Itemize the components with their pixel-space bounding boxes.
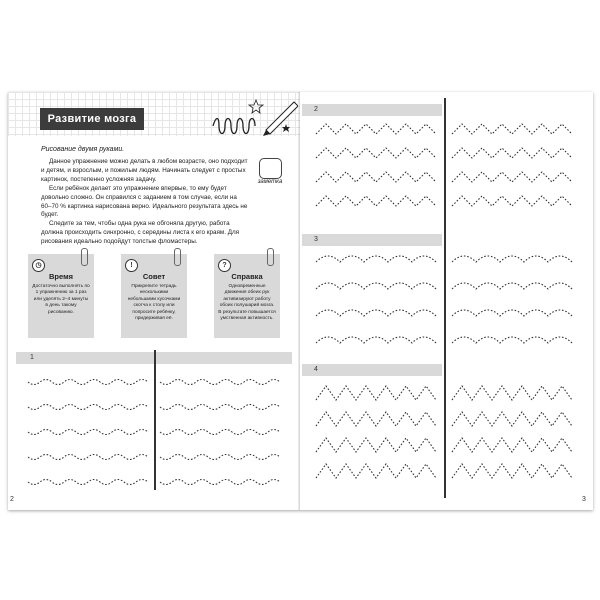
note-checkbox[interactable]	[259, 158, 282, 179]
card-time	[28, 254, 94, 338]
trace-line	[316, 124, 436, 134]
trace-line	[316, 172, 436, 182]
trace-line	[452, 196, 572, 206]
section-number: 1	[30, 354, 34, 361]
clock-icon: ◷	[32, 259, 45, 272]
card-tip	[121, 254, 187, 338]
exclamation-icon: !	[125, 259, 138, 272]
zigzag-tracing-right[interactable]	[452, 120, 572, 220]
card-title: Справка	[231, 272, 263, 281]
trace-line	[160, 480, 280, 485]
note-label: заметка	[257, 179, 283, 185]
trace-line	[452, 148, 572, 158]
trace-line	[28, 430, 148, 435]
section-number: 3	[314, 236, 318, 243]
trace-line	[452, 412, 572, 426]
trace-line	[316, 337, 436, 343]
paragraph: Данное упражнение можно делать в любом возрасте, оно подходит и детям, и взрослым, и пожилым людям. Начинать следует с простых картинок, постепенно усложняя задачу.	[41, 158, 248, 183]
card-text: Одновременные движения обеих рук активизируют работу обоих полушарий мозга. В результате повышается умственная активность.	[218, 284, 276, 322]
paperclip-icon	[174, 248, 181, 266]
page-divider	[154, 350, 156, 490]
right-page	[300, 92, 593, 510]
card-text: Прикрепите тетрадь несколькими небольшими кусочками скотча к столу или попросите ребёнку, придерживая её.	[127, 284, 181, 322]
trace-line	[28, 405, 148, 410]
trace-line	[316, 310, 436, 316]
trace-line	[452, 124, 572, 134]
trace-line	[316, 148, 436, 158]
paragraph: Следите за тем, чтобы одна рука не обгоняла другую, работа должна происходить синхронно, с середины листа к его краям. Для рисования идеально подойдут толстые фломастеры.	[41, 220, 240, 246]
page-number: 3	[582, 496, 586, 503]
section-bar-3	[302, 234, 442, 246]
card-text: Достаточно выполнять по 1 упражнению за 1 раз или уделять 2–4 минуты в день такому рисованию.	[32, 284, 90, 315]
trace-line	[452, 256, 572, 262]
trace-line	[316, 256, 436, 262]
page-divider	[444, 98, 446, 498]
trace-line	[28, 455, 148, 460]
trace-line	[316, 464, 436, 478]
card-title: Время	[49, 272, 73, 281]
section-bar-2	[302, 104, 442, 116]
card-title: Совет	[142, 272, 166, 281]
trace-line	[316, 386, 436, 400]
trace-line	[452, 386, 572, 400]
card-reference	[214, 254, 280, 338]
left-page	[8, 92, 300, 510]
question-icon: ?	[218, 259, 231, 272]
page-title: Развитие мозга	[40, 108, 144, 130]
wave-tracing-left[interactable]	[28, 372, 148, 502]
arch-tracing-left[interactable]	[316, 250, 436, 360]
section-bar-4	[302, 364, 442, 376]
section-number: 2	[314, 106, 318, 113]
pencil-scribble-icon	[208, 96, 298, 136]
paperclip-icon	[267, 248, 274, 266]
paragraph: Если ребёнок делает это упражнение впервые, то ему будет довольно сложно. Он справился с заданием в том случае, если на 60–70 % картинка нарисована верно. Идеального результата здесь не будет.	[41, 184, 248, 219]
exercise-subtitle: Рисование двумя руками.	[41, 146, 125, 153]
trace-line	[452, 337, 572, 343]
trace-line	[316, 438, 436, 452]
sharp-zigzag-tracing-right[interactable]	[452, 382, 572, 494]
section-number: 4	[314, 366, 318, 373]
trace-line	[28, 380, 148, 385]
trace-line	[452, 310, 572, 316]
paperclip-icon	[81, 248, 88, 266]
trace-line	[316, 412, 436, 426]
sharp-zigzag-tracing-left[interactable]	[316, 382, 436, 494]
trace-line	[160, 430, 280, 435]
trace-line	[160, 455, 280, 460]
wave-tracing-right[interactable]	[160, 372, 280, 502]
trace-line	[452, 438, 572, 452]
zigzag-tracing-left[interactable]	[316, 120, 436, 220]
trace-line	[452, 283, 572, 289]
trace-line	[452, 172, 572, 182]
trace-line	[316, 283, 436, 289]
page-number: 2	[10, 496, 14, 503]
trace-line	[28, 480, 148, 485]
instructions-text	[41, 158, 249, 247]
arch-tracing-right[interactable]	[452, 250, 572, 360]
trace-line	[160, 405, 280, 410]
trace-line	[316, 196, 436, 206]
trace-line	[452, 464, 572, 478]
trace-line	[160, 380, 280, 385]
